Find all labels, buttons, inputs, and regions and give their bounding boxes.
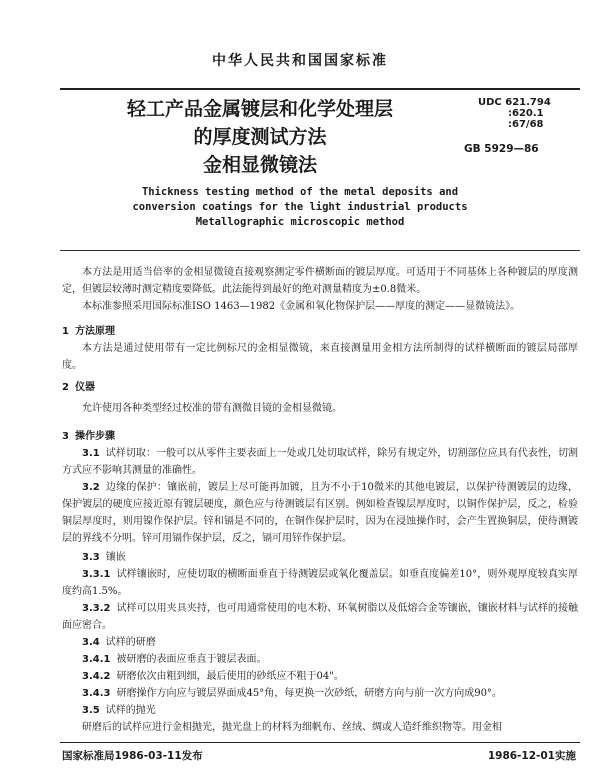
clause-3-4-1-number: 3.4.1 <box>82 654 111 665</box>
udc-line-3: :67/68 <box>508 119 544 130</box>
clause-3-5-body: 研磨后的试样应进行金相抛光，抛光盘上的材料为细帆布、丝绒、绸或人造纤维织物等。用金相 <box>82 722 502 733</box>
clause-3-4-2 <box>62 668 578 685</box>
standard-body-heading: 中华人民共和国国家标准 <box>212 53 388 69</box>
clause-3-3-1-number: 3.3.1 <box>82 569 111 580</box>
section-1-number: 1 <box>62 326 69 337</box>
clause-3-2-number: 3.2 <box>82 482 100 493</box>
section-1-heading <box>62 322 115 337</box>
section-2-number: 2 <box>62 382 69 393</box>
udc-line-2: :620.1 <box>508 108 544 119</box>
english-title-line-2: conversion coatings for the light industrial products <box>132 201 468 213</box>
clause-3-5-heading <box>62 702 578 719</box>
udc-block <box>478 97 551 130</box>
udc-line-1: UDC 621.794 <box>478 97 551 108</box>
clause-3-4-heading <box>62 634 578 651</box>
section-2-body: 允许使用各种类型经过校准的带有测微目镜的金相显微镜。 <box>82 403 342 414</box>
section-1-body: 本方法是通过使用带有一定比例标尺的金相显微镜，来直接测量用金相方法所制得的试样横断面的镀层局部厚度。 <box>62 343 578 371</box>
clause-3-4-3 <box>62 685 578 702</box>
clause-3-4-number: 3.4 <box>82 637 100 648</box>
section-3-title: 操作步骤 <box>74 431 115 442</box>
title-line-2: 的厚度测试方法 <box>193 126 327 148</box>
clause-3-2 <box>62 479 578 547</box>
clause-3-3-2-text: 试样可以用夹具夹持，也可用通常使用的电木粉、环氧树脂以及低熔合金等镶嵌，镶嵌材料与试样的接触面应密合。 <box>62 603 578 631</box>
clause-3-1-number: 3.1 <box>82 448 100 459</box>
english-title-line-3: Metallographic microscopic method <box>195 216 405 228</box>
title-line-1: 轻工产品金属镀层和化学处理层 <box>126 98 393 120</box>
title-line-3: 金相显微镜法 <box>202 154 317 176</box>
clause-3-4-1-text: 被研磨的表面应垂直于镀层表面。 <box>116 654 267 665</box>
effective-date: 1986-12-01实施 <box>487 750 576 762</box>
clause-3-3-title: 镶嵌 <box>105 552 126 563</box>
section-3-number: 3 <box>62 431 69 442</box>
intro-paragraph-2: 本标准参照采用国际标准ISO 1463—1982《金属和氧化物保护层——厚度的测定——显微镜法》。 <box>82 301 521 312</box>
top-rule <box>60 88 580 90</box>
clause-3-4-3-text: 研磨操作方向应与镀层界面成45°角，每更换一次砂纸，研磨方向与前一次方向成90°。 <box>116 688 502 699</box>
clause-3-3-1 <box>62 566 578 600</box>
clause-3-3-2-number: 3.3.2 <box>82 603 111 614</box>
section-2-title: 仪器 <box>74 382 95 393</box>
section-2-heading <box>62 378 95 393</box>
clause-3-4-title: 试样的研磨 <box>105 637 156 648</box>
clause-3-4-2-text: 研磨依次由粗到细，最后使用的砂纸应不粗于04"。 <box>116 671 344 682</box>
clause-3-5-title: 试样的抛光 <box>105 705 156 716</box>
clause-3-4-3-number: 3.4.3 <box>82 688 111 699</box>
clause-3-3-number: 3.3 <box>82 552 100 563</box>
gb-number: GB 5929—86 <box>464 143 539 155</box>
header-divider <box>60 250 580 251</box>
clause-3-4-1 <box>62 651 578 668</box>
clause-3-3-heading <box>62 549 578 566</box>
intro-paragraph-1: 本方法是用适当倍率的金相显微镜直接观察测定零件横断面的镀层厚度。可适用于不同基体上各种镀层的厚度测定，但镀层较薄时测定精度要降低。此法能得到最好的绝对测量精度为±0.8微米。 <box>62 267 578 295</box>
clause-3-4-2-number: 3.4.2 <box>82 671 111 682</box>
clause-3-3-2 <box>62 600 578 634</box>
clause-3-5-number: 3.5 <box>82 705 100 716</box>
section-3-heading <box>62 427 115 442</box>
clause-3-1 <box>62 445 578 479</box>
footer-rule <box>60 742 580 743</box>
issue-date: 国家标准局1986-03-11发布 <box>62 750 203 762</box>
section-1-title: 方法原理 <box>74 326 115 337</box>
english-title-line-1: Thickness testing method of the metal deposits and <box>141 186 459 198</box>
clause-3-3-1-text: 试样镶嵌时，应使切取的横断面垂直于待测镀层或氧化覆盖层。如垂直度偏差10°，则外观厚度较真实厚度约高1.5%。 <box>62 569 578 597</box>
clause-3-2-text: 边缘的保护：镶嵌前，镀层上尽可能再加镀，且为不小于10微米的其他电镀层，以保护待测镀层的边缘，保护镀层的硬度应接近原有镀层硬度，颜色应与待测镀层有区别。例如检查镍层厚度时，以铜作保护层，反之，检验铜层厚度时，则用镍作保护层。锌和镉是不同的，在铜作保护层时，因为在浸蚀操作时，会产生置换铜层，使待测镀层的界线不分明。锌可用镉作保护层，反之，镉可用锌作保护层。 <box>62 482 578 544</box>
clause-3-1-text: 试样切取：一般可以从零件主要表面上一处或几处切取试样，除另有规定外，切割部位应具有代表性，切割方式应不影响其测量的准确性。 <box>62 448 578 476</box>
